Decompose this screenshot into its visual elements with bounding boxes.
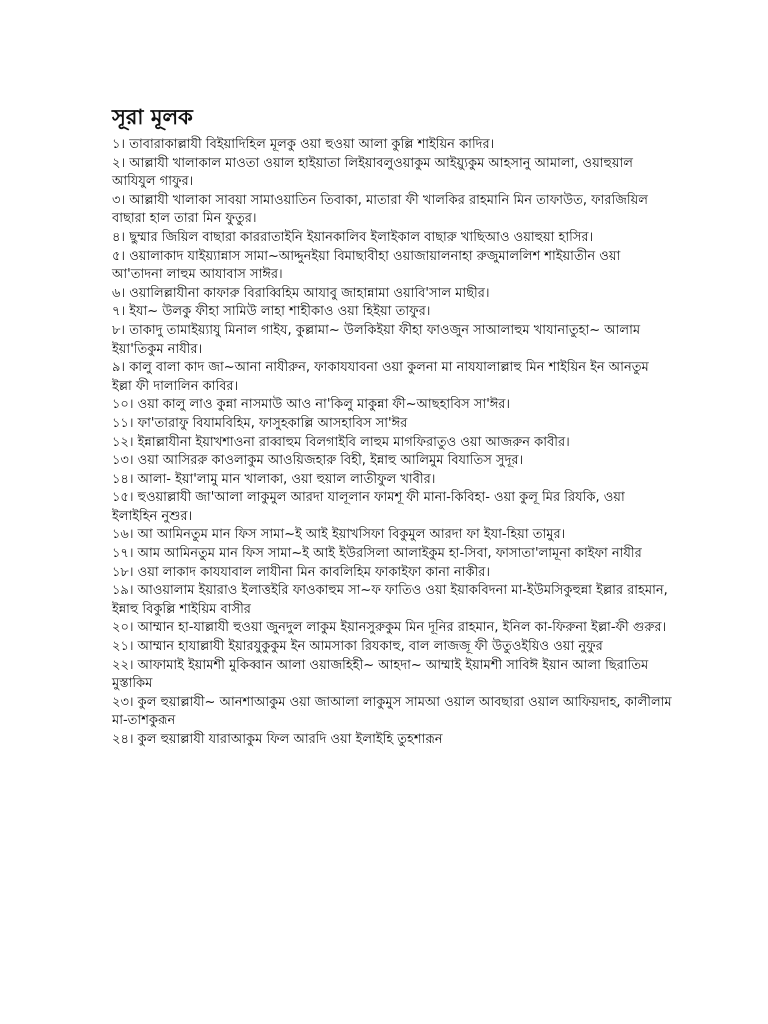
verse-5: ৫। ওয়ালাকাদ যাইয়্যান্নাস সামা~আদ্দুনইয়া বিমাছাবীহা ওয়াজায়ালনাহা রুজুমাললিশ শাইয়াতীন ওয়া আ'তাদনা লাহুম আযাবাস সাঈর। — [112, 248, 621, 283]
verse-10: ১০। ওয়া কালু লাও কুন্না নাসমাউ আও না'কিলু মাকুন্না ফী~আছহাবিস সা'ঈর। — [112, 397, 511, 413]
verse-14: ১৪। আলা- ইয়া'লামু মান খালাকা, ওয়া হুয়াল লাতীফুল খাবীর। — [112, 471, 436, 487]
document-page — [112, 104, 672, 750]
verse-18: ১৮। ওয়া লাকাদ কাযযাবাল লাযীনা মিন কাবলিহিম ফাকাইফা কানা নাকীর। — [112, 564, 491, 580]
verse-12: ১২। ইন্নাল্লাযীনা ইয়াখশাওনা রাব্বাহুম বিলগাইবি লাহুম মাগফিরাতুও ওয়া আজরুন কাবীর। — [112, 434, 570, 450]
verse-17: ১৭। আম আমিনতুম মান ফিস সামা~ই আই ইউরসিলা আলাইকুম হা-সিবা, ফাসাতা'লামূনা কাইফা নাযীর — [112, 546, 642, 562]
verse-15: ১৫। হুওয়াল্লাযী জা'আলা লাকুমুল আরদা যালূলান ফামশূ ফী মানা-কিবিহা- ওয়া কুলূ মির রিযকি, ওয়া ইলাইহিন নুশুর। — [112, 490, 625, 524]
verse-9: ৯। কালু বালা কাদ জা~আনা নাযীরুন, ফাকাযযাবনা ওয়া কুলনা মা নাযযালাল্লাহু মিন শাইয়িন ইন আনতুম ইল্লা ফী দালালিন কাবির। — [112, 360, 649, 394]
verse-21: ২১। আম্মান হাযাল্লাযী ইয়ারযুকুকুম ইন আমসাকা রিযকাহু, বাল লাজজূ ফী উতুওইয়িও ওয়া নুফুর — [112, 639, 603, 655]
verse-22: ২২। আফামাই ইয়ামশী মুকিব্বান আলা ওয়াজহিহী~ আহদা~ আম্মাই ইয়ামশী সাবিঈ ইয়ান আলা ছিরাতিম মুস্তাকিম — [112, 657, 649, 692]
verse-19: ১৯। আওয়ালাম ইয়ারাও ইলাত্তইরি ফাওকাহুম সা~ফ ফাতিও ওয়া ইয়াকবিদনা মা-ইউমসিকুহুন্না ইল্লার রাহমান, ইন্নাহু বিকুল্লি শাইয়িম বাসীর — [112, 583, 668, 617]
verse-list — [112, 136, 672, 750]
verse-24: ২৪। কুল হুয়াল্লাযী যারাআকুম ফিল আরদি ওয়া ইলাইহি তুহশারূন — [112, 732, 443, 747]
verse-13: ১৩। ওয়া আসিররু কাওলাকুম আওয়িজহারু বিহী, ইন্নাহু আলিমুম বিযাতিস সুদূর। — [112, 453, 524, 469]
verse-3: ৩। আল্লাযী খালাকা সাবয়া সামাওয়াতিন তিবাকা, মাতারা ফী খালকির রাহমানি মিন তাফাউত, ফারজিয়িল বাছারা হাল তারা মিন ফুতুর। — [112, 192, 648, 227]
verse-11: ১১। ফা'তারাফু বিযামবিহিম, ফাসুহকাল্লি আসহাবিস সা'ঈর — [112, 415, 408, 431]
verse-4: ৪। ছুম্মার জিয়িল বাছারা কাররাতাইনি ইয়ানকালিব ইলাইকাল বাছারু খাছিআও ওয়াহুয়া হাসির। — [112, 229, 594, 245]
verse-20: ২০। আম্মান হা-যাল্লাযী হুওয়া জুনদুল লাকুম ইয়ানসুরুকুম মিন দূনির রাহমান, ইনিল কা-ফিরুনা ইল্লা-ফী গুরুর। — [112, 620, 667, 636]
verse-8: ৮। তাকাদু তামাইয়্যাযু মিনাল গাইয, কুল্লামা~ উলকিইয়া ফীহা ফাওজুন সাআলাহুম খাযানাতুহা~ আলাম ইয়া'তিকুম নাযীর। — [112, 322, 641, 357]
verse-1: ১। তাবারাকাল্লাযী বিইয়াদিহিল মূলকু ওয়া হুওয়া আলা কুল্লি শাইয়িন কাদির। — [112, 137, 495, 152]
verse-7: ৭। ইযা~ উলকু ফীহা সামিউ লাহা শাহীকাও ওয়া হিইয়া তাফুর। — [112, 304, 431, 320]
verse-6: ৬। ওয়ালিল্লাযীনা কাফারু বিরাব্বিহিম আযাবু জাহান্নামা ওয়াবি'সাল মাছীর। — [112, 285, 490, 301]
surah-title: সূরা মূলক — [112, 105, 193, 129]
verse-16: ১৬। আ আমিনতুম মান ফিস সামা~ই আই ইয়াখসিফা বিকুমুল আরদা ফা ইযা-হিয়া তামুর। — [112, 527, 566, 543]
verse-2: ২। আল্লাযী খালাকাল মাওতা ওয়াল হাইয়াতা লিইয়াবলুওয়াকুম আইয়্যুকুম আহসানু আমালা, ওয়াহুয়াল আযিযুল গাফুর। — [112, 155, 633, 190]
verse-23: ২৩। কুল হুয়াল্লাযী~ আনশাআকুম ওয়া জাআলা লাকুমুস সামআ ওয়াল আবছারা ওয়াল আফিয়দাহ, কালীলাম মা-তাশকুরূন — [112, 694, 672, 729]
